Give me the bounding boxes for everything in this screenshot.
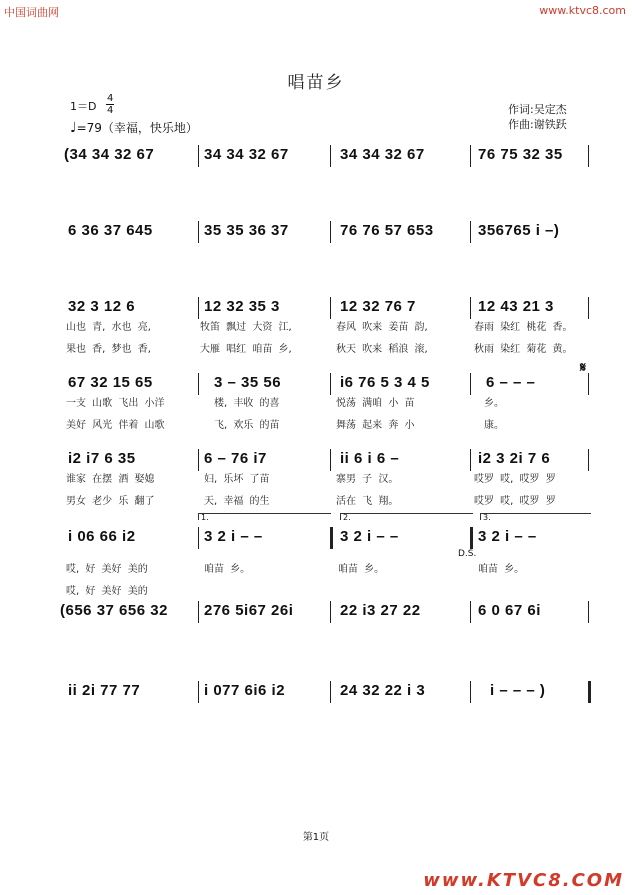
song-title: 唱苗乡 (287, 73, 345, 93)
barline (588, 601, 589, 623)
measure: i 077 6i6 i2 (204, 682, 286, 699)
barline (470, 145, 471, 167)
lyric-text: 春风 吹来 姜苗 韵, (336, 322, 428, 333)
lyric-text: 妇, 乐坏 了苗 (204, 474, 270, 485)
measure: 12 43 21 3 (478, 298, 554, 315)
lyricist: 作词:吴定杰 (508, 103, 567, 116)
lyric-text: 飞, 欢乐 的苗 (214, 420, 280, 431)
meter-bottom: 4 (107, 105, 114, 116)
volta-3: 3. (480, 513, 591, 520)
lyric-text: 果也 香, 梦也 香, (66, 344, 151, 355)
lyric-text: 咱苗 乡。 (338, 564, 385, 575)
measure: i2 3 2i 7 6 (478, 450, 551, 467)
barline (470, 601, 471, 623)
measure: i6 76 5 3 4 5 (340, 374, 430, 391)
measure: 3 2 i – – (340, 528, 399, 545)
tempo-text: =79（幸福，快乐地） (76, 121, 198, 135)
barline (330, 373, 331, 395)
barline (330, 681, 331, 703)
measure: ii 2i 77 77 (68, 682, 141, 699)
lyric-text: 男女 老少 乐 翻了 (66, 496, 155, 507)
barline (588, 449, 589, 471)
barline (330, 145, 331, 167)
barline (198, 297, 199, 319)
measure: i 06 66 i2 (68, 528, 136, 545)
lyric-text: 楼, 丰收 的喜 (214, 398, 280, 409)
barline (198, 681, 199, 703)
measure: 67 32 15 65 (68, 374, 153, 391)
tempo-marking (70, 119, 198, 136)
barline (588, 373, 589, 395)
lyric-text: 乡。 (484, 398, 504, 409)
barline (330, 297, 331, 319)
barline (330, 449, 331, 471)
lyric-text: 一支 山歌 飞出 小洋 (66, 398, 165, 409)
volta-1: 1. (198, 513, 331, 520)
score-row-6 (58, 526, 588, 556)
lyric-text: 活在 飞 翔。 (336, 496, 399, 507)
measure: 6 0 67 6i (478, 602, 541, 619)
score-row-7 (58, 600, 588, 630)
lyric-text: 春雨 染红 桃花 香。 (474, 322, 573, 333)
lyric-text: 咱苗 乡。 (204, 564, 251, 575)
lyric-text: 寨男 子 汉。 (336, 474, 399, 485)
key-signature: 1＝D (70, 100, 97, 113)
measure: 12 32 35 3 (204, 298, 280, 315)
measure: 24 32 22 i 3 (340, 682, 426, 699)
measure: 22 i3 27 22 (340, 602, 421, 619)
volta-2: 2. (340, 513, 473, 520)
barline (470, 373, 471, 395)
lyric-text: 山也 青, 水也 亮, (66, 322, 151, 333)
measure: 34 34 32 67 (340, 146, 425, 163)
score-row-2 (58, 220, 588, 250)
segno-sign-icon: 𝄋 (580, 360, 587, 376)
dal-segno-mark: D.S. (458, 549, 477, 559)
measure: 356765 i –) (478, 222, 560, 239)
barline (470, 297, 471, 319)
time-signature (106, 93, 114, 116)
watermark-top-right: www.ktvc8.com (539, 4, 626, 17)
measure: 32 3 12 6 (68, 298, 136, 315)
lyric-text: 哎罗 哎, 哎罗 罗 (474, 474, 556, 485)
barline (470, 221, 471, 243)
measure: i2 i7 6 35 (68, 450, 136, 467)
measure: 34 34 32 67 (204, 146, 289, 163)
barline (470, 681, 471, 703)
lyric-text: 咱苗 乡。 (478, 564, 525, 575)
barline (198, 601, 199, 623)
final-barline (588, 681, 591, 703)
barline (198, 527, 199, 549)
measure: 12 32 76 7 (340, 298, 416, 315)
page-number: 第1页 (302, 832, 330, 843)
measure: 276 5i67 26i (204, 602, 294, 619)
score-row-8 (58, 680, 588, 710)
measure: 35 35 36 37 (204, 222, 289, 239)
measure: 6 – – – (486, 374, 536, 391)
barline (588, 297, 589, 319)
watermark-bottom: www.KTVC8.COM (423, 870, 624, 891)
watermark-top-left: 中国词曲网 (4, 6, 59, 19)
measure: ii 6 i 6 – (340, 450, 400, 467)
measure: (656 37 656 32 (60, 602, 168, 619)
barline (198, 145, 199, 167)
repeat-barline (470, 527, 473, 549)
lyric-text: 牧笛 飘过 大资 江, (200, 322, 292, 333)
lyric-text: 美好 风光 伴着 山歌 (66, 420, 165, 431)
barline (198, 449, 199, 471)
lyric-text: 谁家 在摆 酒 娶媳 (66, 474, 155, 485)
composer: 作曲:谢铁跃 (508, 118, 567, 131)
lyric-text: 康。 (484, 420, 504, 431)
barline (588, 145, 589, 167)
lyric-text: 秋雨 染红 菊花 黄。 (474, 344, 573, 355)
measure: 76 75 32 35 (478, 146, 563, 163)
lyric-text: 哎罗 哎, 哎罗 罗 (474, 496, 556, 507)
lyric-text: 天, 幸福 的生 (204, 496, 270, 507)
lyric-text: 哎, 好 美好 美的 (66, 564, 148, 575)
barline (330, 221, 331, 243)
lyric-text: 悦荡 满咱 小 苗 (336, 398, 415, 409)
measure: 3 – 35 56 (214, 374, 282, 391)
measure: 6 36 37 645 (68, 222, 153, 239)
lyric-text: 哎, 好 美好 美的 (66, 586, 148, 597)
quarter-note-icon: ♩ (70, 120, 77, 136)
lyric-text: 舞荡 起来 奔 小 (336, 420, 415, 431)
lyric-text: 大雁 唱红 咱苗 乡, (200, 344, 292, 355)
measure: 3 2 i – – (478, 528, 537, 545)
repeat-barline (330, 527, 333, 549)
lyric-text: 秋天 吹来 稻浪 滚, (336, 344, 428, 355)
measure: 6 – 76 i7 (204, 450, 267, 467)
barline (330, 601, 331, 623)
meter-top: 4 (107, 93, 114, 104)
measure: (34 34 32 67 (64, 146, 155, 163)
measure: 3 2 i – – (204, 528, 263, 545)
barline (198, 221, 199, 243)
measure: 76 76 57 653 (340, 222, 434, 239)
measure: i – – – ) (490, 682, 546, 699)
barline (470, 449, 471, 471)
score-row-1 (58, 144, 588, 174)
barline (198, 373, 199, 395)
